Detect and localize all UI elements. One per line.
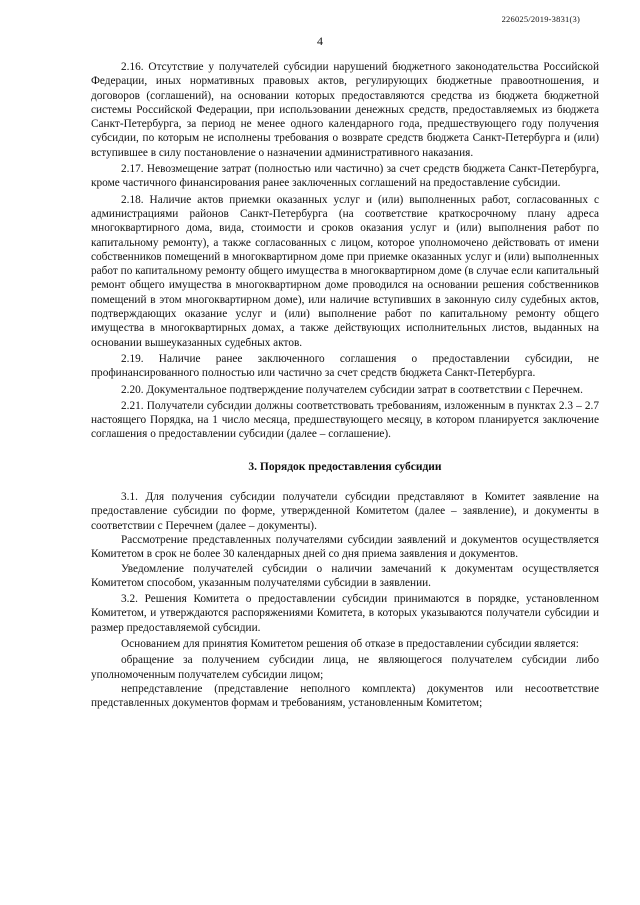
paragraph-3-1: 3.1. Для получения субсидии получатели субсидии представляют в Комитет заявление на предоставление субсидии по форме, утвержденной Комитетом (далее – заявление), и документы в соответствии с Перечнем (далее – документы). bbox=[91, 491, 599, 532]
paragraph-2-20: 2.20. Документальное подтверждение получателем субсидии затрат в соответствии с Перечнем. bbox=[121, 383, 583, 396]
page-number: 4 bbox=[317, 34, 323, 48]
paragraph-review-terms: Рассмотрение представленных получателями субсидии заявлений и документов осуществляется Комитетом в срок не более 30 календарных дней со дня приема заявления и документов. bbox=[91, 533, 599, 561]
section-heading: 3. Порядок предоставления субсидии bbox=[248, 460, 442, 473]
paragraph-2-18: 2.18. Наличие актов приемки оказанных услуг и (или) выполненных работ, согласованных с администрациями районов Санкт-Петербурга (на соответствие краткосрочному плану адреса многоквартирного дома, вида, стоимости и сроков оказания услуг и (или) выполнения работ по капитальному ремонту), а также согласованных с лицом, которое уполномочено действовать от имени собственников помещений в многоквартирном доме при приемке оказанных услуг и (или) выполненных работ по капитальному ремонту общего имущества в многоквартирном доме (в случае если капитальный ремонт общего имущества в многоквартирном доме проводился на основании решения собственников помещений в этом многоквартирном доме), или наличие вступивших в законную силу судебных актов, подтверждающих оказание услуг и (или) выполнение работ по капитальному ремонту общего имущества в многоквартирных домах, а также действующих исполнительных листов, выданных на основании вышеуказанных судебных актов. bbox=[91, 193, 599, 349]
list-item-refusal-2: непредставление (представление неполного комплекта) документов или несоответствие представленных документов формам и требованиям, установленным Комитетом; bbox=[91, 682, 599, 710]
paragraph-notification: Уведомление получателей субсидии о наличии замечаний к документам осуществляется Комитетом способом, указанным получателями субсидии в заявлении. bbox=[91, 562, 599, 589]
paragraph-2-16: 2.16. Отсутствие у получателей субсидии нарушений бюджетного законодательства Российской Федерации, иных нормативных правовых актов, регулирующих бюджетные правоотношения, и договоров (соглашений), на основании которых предоставляются средства из бюджета бюджетной системы Российской Федерации, при использовании денежных средств, предоставляемых из бюджета Санкт-Петербурга, за период не менее одного календарного года, предшествующего году получения субсидии, по которым не исполнены требования о возврате средств бюджета Санкт-Петербурга и (или) вступившее в силу постановление о назначении административного наказания. bbox=[91, 61, 599, 159]
document-id: 226025/2019-3831(3) bbox=[501, 14, 580, 24]
paragraph-3-2: 3.2. Решения Комитета о предоставлении субсидии принимаются в порядке, установленном Комитетом, и утверждаются распоряжениями Комитета, в которых указываются получатели субсидии и размер предоставляемой субсидии. bbox=[91, 593, 599, 634]
paragraph-refusal-grounds: Основанием для принятия Комитетом решения об отказе в предоставлении субсидии является: bbox=[121, 637, 579, 650]
list-item-refusal-1: обращение за получением субсидии лица, не являющегося получателем субсидии либо уполномоченным получателем субсидии лицом; bbox=[91, 654, 599, 681]
paragraph-2-17: 2.17. Невозмещение затрат (полностью или частично) за счет средств бюджета Санкт-Петербурга, кроме частичного финансирования ранее заключенных соглашений на предоставление субсидии. bbox=[91, 163, 599, 190]
paragraph-2-19: 2.19. Наличие ранее заключенного соглашения о предоставлении субсидии, не профинансированного полностью или частично за счет средств бюджета Санкт-Петербурга. bbox=[91, 352, 599, 380]
document-body bbox=[91, 58, 599, 710]
paragraph-2-21: 2.21. Получатели субсидии должны соответствовать требованиям, изложенным в пунктах 2.3 – 2.7 настоящего Порядка, на 1 число месяца, предшествующего месяцу, в котором планируется заключение соглашения о предоставлении субсидии (далее – соглашение). bbox=[91, 399, 599, 441]
